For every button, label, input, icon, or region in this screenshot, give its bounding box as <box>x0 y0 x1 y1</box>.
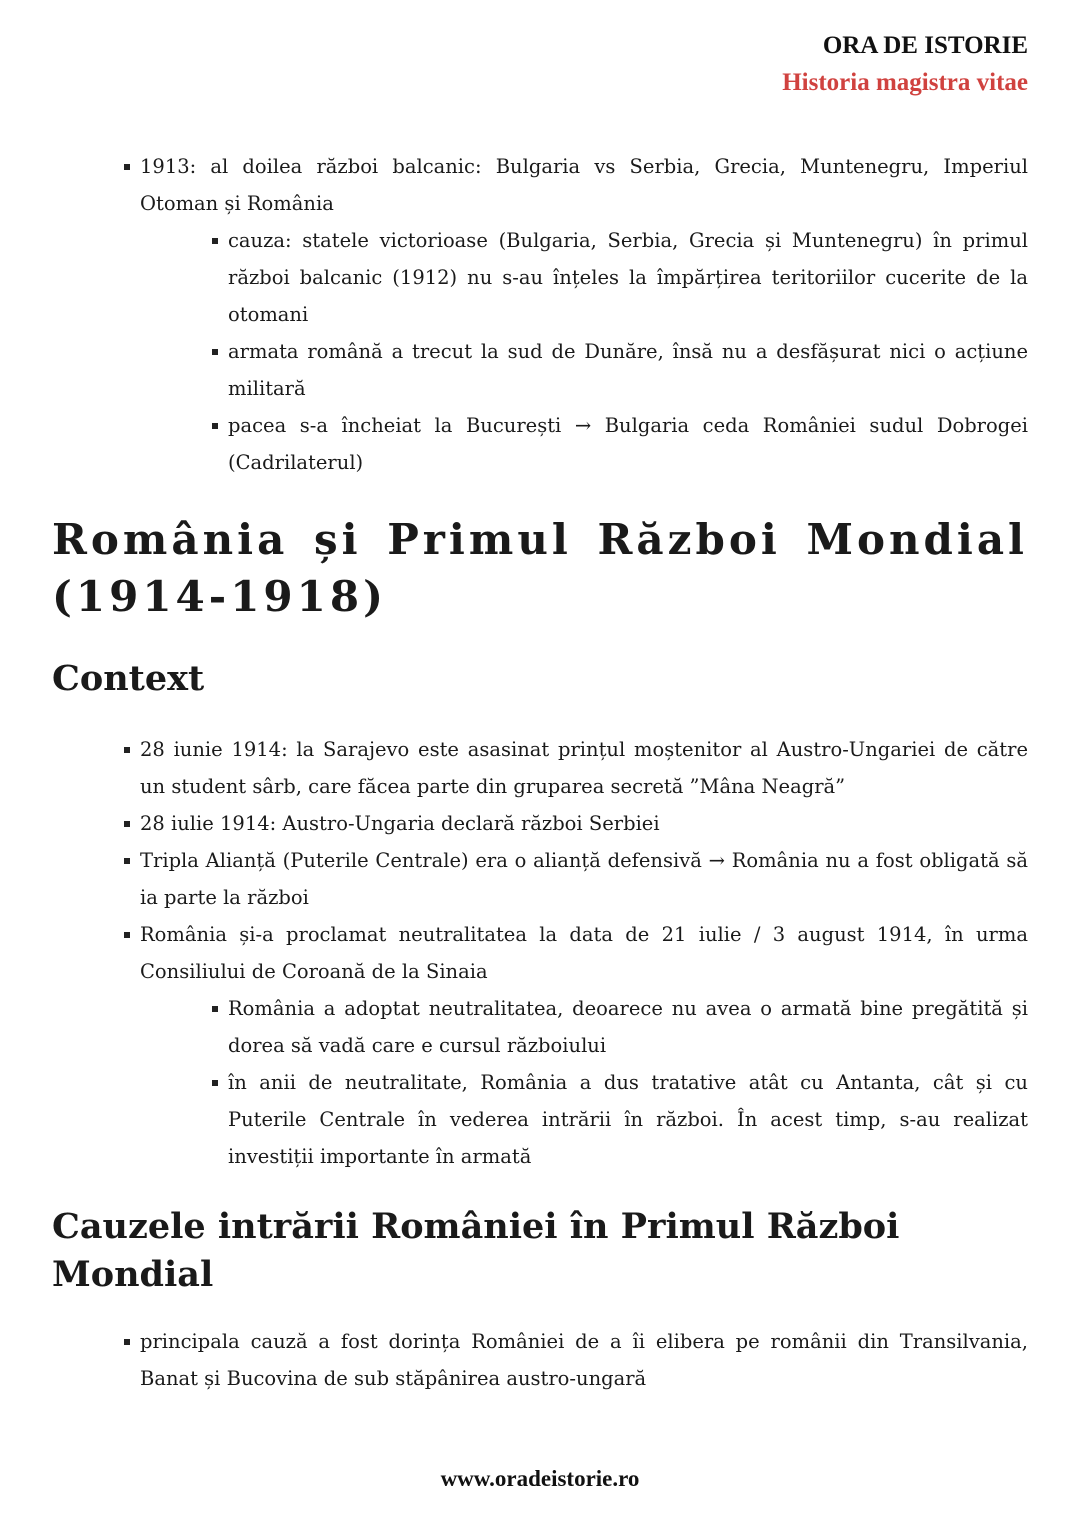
context-list <box>52 731 1028 1175</box>
sub-list-item: cauza: statele victorioase (Bulgaria, Serbia, Grecia și Muntenegru) în primul război balcanic (1912) nu s-au înțeles la împărțirea teritoriilor cucerite de la otomani <box>52 222 1028 333</box>
sub-list-item: pacea s-a încheiat la București → Bulgaria ceda României sudul Dobrogei (Cadrilaterul) <box>52 407 1028 481</box>
site-title: ORA DE ISTORIE <box>822 32 1028 59</box>
document-body <box>52 148 1028 1397</box>
sub-list-item: România a adoptat neutralitatea, deoarece nu avea o armată bine pregătită și dorea să vadă care e cursul războiului <box>52 990 1028 1064</box>
page-header <box>782 28 1028 102</box>
list-item-text: România și-a proclamat neutralitatea la data de 21 iulie / 3 august 1914, în urma Consiliului de Coroană de la Sinaia <box>140 923 1028 983</box>
main-title: România și Primul Război Mondial (1914-1918) <box>52 515 1028 621</box>
sub-list-item: armata română a trecut la sud de Dunăre, însă nu a desfășurat nici o acțiune militară <box>52 333 1028 407</box>
footer-url[interactable]: www.oradeistorie.ro <box>440 1466 640 1491</box>
list-item: 28 iunie 1914: la Sarajevo este asasinat prințul moștenitor al Austro-Ungariei de către un student sârb, care făcea parte din gruparea secretă ”Mâna Neagră” <box>52 731 1028 805</box>
sub-list <box>140 222 1028 481</box>
list-item: Tripla Alianță (Puterile Centrale) era o alianță defensivă → România nu a fost obligată să ia parte la război <box>52 842 1028 916</box>
balkan-war-list <box>52 148 1028 481</box>
list-item-text: 1913: al doilea război balcanic: Bulgaria vs Serbia, Grecia, Muntenegru, Imperiul Otoman și România <box>140 155 1028 215</box>
sub-list-item: în anii de neutralitate, România a dus tratative atât cu Antanta, cât și cu Puterile Centrale în vederea intrării în război. În acest timp, s-au realizat investiții importante în armată <box>52 1064 1028 1175</box>
list-item: 28 iulie 1914: Austro-Ungaria declară război Serbiei <box>52 805 1028 842</box>
site-motto: Historia magistra vitae <box>782 69 1028 96</box>
list-item <box>52 148 1028 481</box>
context-heading: Context <box>52 658 205 699</box>
sub-list <box>140 990 1028 1175</box>
causes-list <box>52 1323 1028 1397</box>
list-item: principala cauză a fost dorința României de a îi elibera pe românii din Transilvania, Banat și Bucovina de sub stăpânirea austro-ungară <box>52 1323 1028 1397</box>
list-item <box>52 916 1028 1175</box>
causes-heading: Cauzele intrării României în Primul Război Mondial <box>52 1206 900 1295</box>
